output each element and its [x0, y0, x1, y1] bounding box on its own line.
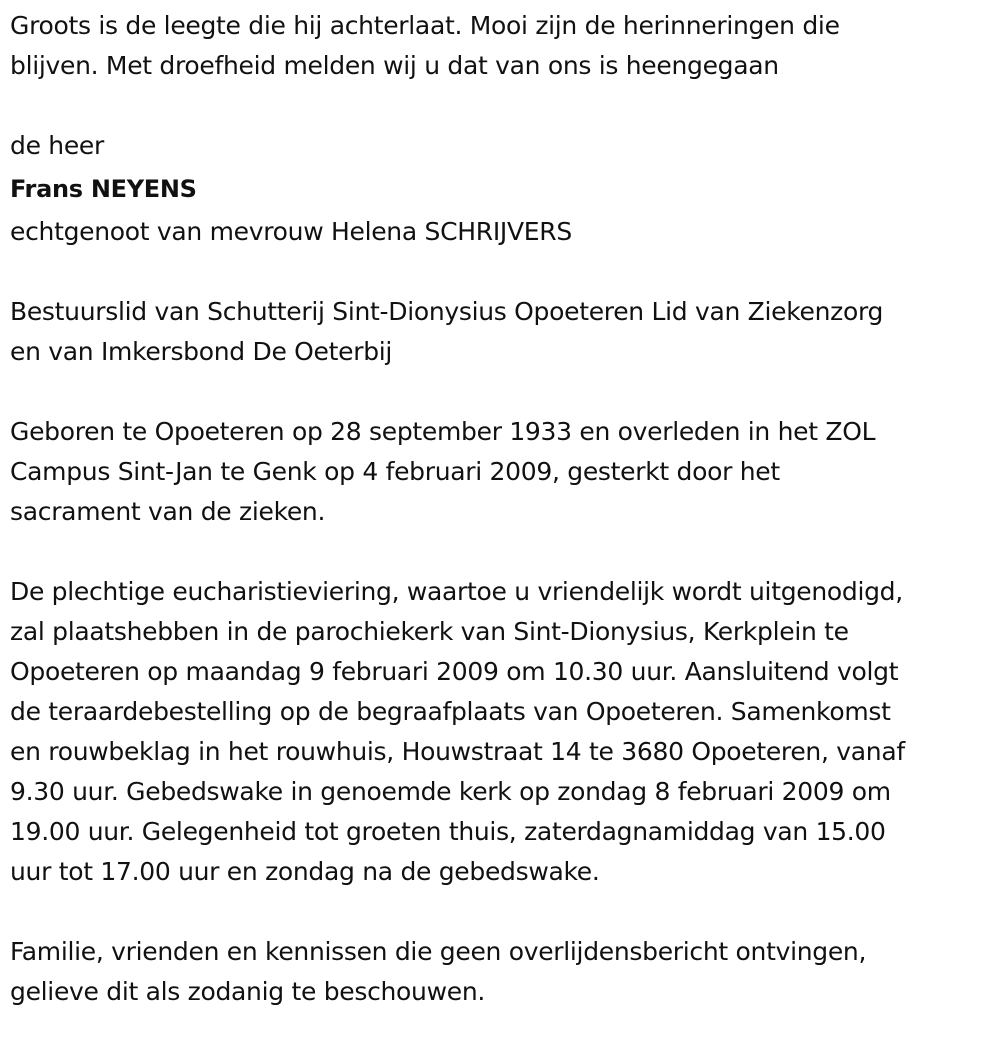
- paragraph-gap: [10, 252, 990, 292]
- closing-paragraph: [10, 932, 990, 1012]
- birth-death-line: Geboren te Opoeteren op 28 september 1933 en overleden in het ZOL: [10, 417, 876, 446]
- spouse-line: echtgenoot van mevrouw Helena SCHRIJVERS: [10, 217, 572, 246]
- closing-line: gelieve dit als zodanig te beschouwen.: [10, 977, 486, 1006]
- intro-paragraph: [10, 6, 990, 86]
- paragraph-gap: [10, 86, 990, 126]
- ceremony-line: 9.30 uur. Gebedswake in genoemde kerk op zondag 8 februari 2009 om: [10, 777, 891, 806]
- deceased-block: [10, 126, 990, 252]
- paragraph-gap: [10, 892, 990, 932]
- ceremony-line: zal plaatshebben in de parochiekerk van Sint-Dionysius, Kerkplein te: [10, 617, 849, 646]
- birth-death-line: Campus Sint-Jan te Genk op 4 februari 2009, gesterkt door het: [10, 457, 780, 486]
- salutation: de heer: [10, 131, 104, 160]
- ceremony-line: uur tot 17.00 uur en zondag na de gebedswake.: [10, 857, 600, 886]
- paragraph-gap: [10, 372, 990, 412]
- ceremony-paragraph: [10, 572, 990, 892]
- memberships-paragraph: [10, 292, 990, 372]
- ceremony-line: Opoeteren op maandag 9 februari 2009 om 10.30 uur. Aansluitend volgt: [10, 657, 899, 686]
- paragraph-gap: [10, 532, 990, 572]
- deceased-name: Frans NEYENS: [10, 175, 197, 203]
- ceremony-line: en rouwbeklag in het rouwhuis, Houwstraat 14 te 3680 Opoeteren, vanaf: [10, 737, 905, 766]
- ceremony-line: 19.00 uur. Gelegenheid tot groeten thuis, zaterdagnamiddag van 15.00: [10, 817, 886, 846]
- memberships-line: Bestuurslid van Schutterij Sint-Dionysius Opoeteren Lid van Ziekenzorg: [10, 297, 884, 326]
- ceremony-line: de teraardebestelling op de begraafplaats van Opoeteren. Samenkomst: [10, 697, 891, 726]
- memberships-line: en van Imkersbond De Oeterbij: [10, 337, 393, 366]
- intro-line: Groots is de leegte die hij achterlaat. Mooi zijn de herinneringen die: [10, 11, 840, 40]
- closing-line: Familie, vrienden en kennissen die geen overlijdensbericht ontvingen,: [10, 937, 867, 966]
- ceremony-line: De plechtige eucharistieviering, waartoe u vriendelijk wordt uitgenodigd,: [10, 577, 903, 606]
- birth-death-line: sacrament van de zieken.: [10, 497, 326, 526]
- intro-line: blijven. Met droefheid melden wij u dat van ons is heengegaan: [10, 51, 779, 80]
- birth-death-paragraph: [10, 412, 990, 532]
